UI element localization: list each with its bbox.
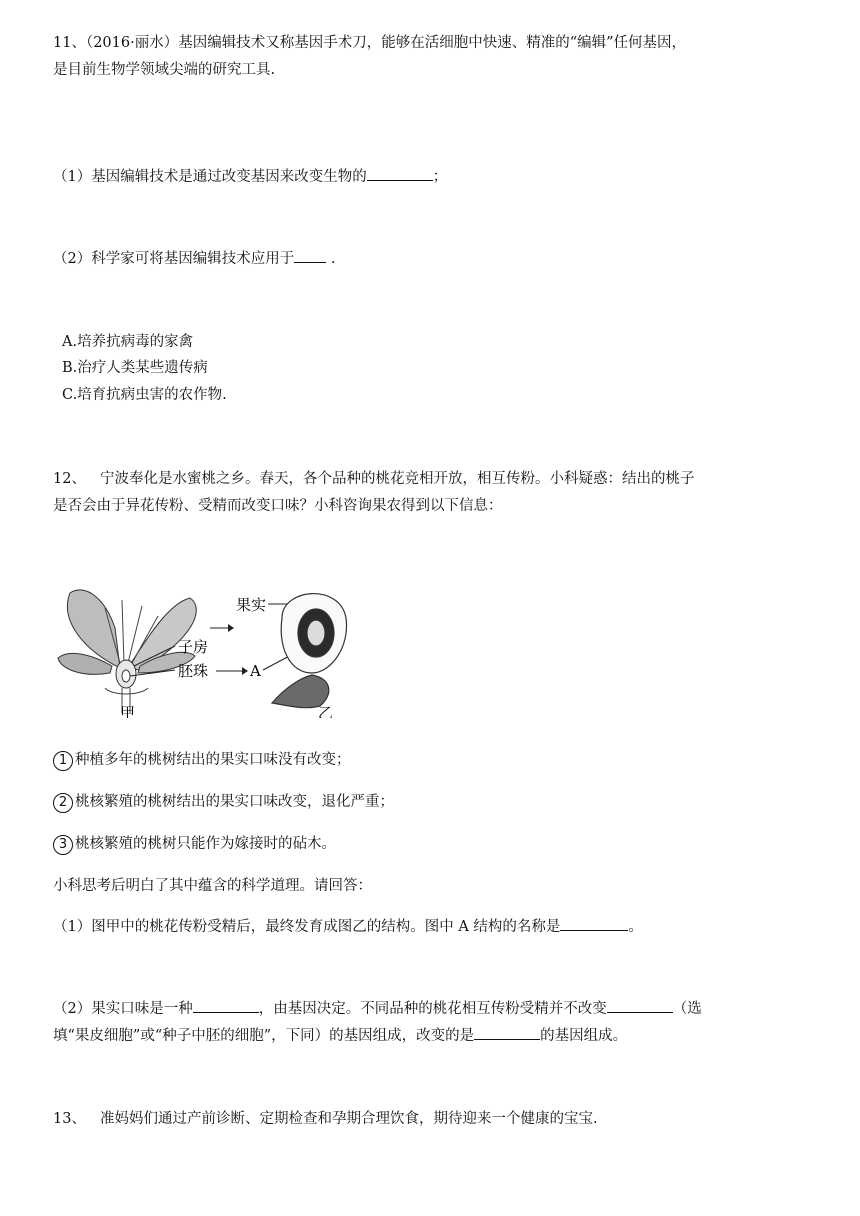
q11-option-b: B.治疗人类某些遗传病 — [62, 360, 208, 376]
q11-sub2-suffix: . — [326, 251, 336, 267]
q12-sub2-blank-3[interactable] — [474, 1025, 540, 1040]
q12-think: 小科思考后明白了其中蕴含的科学道理。请回答： — [53, 878, 372, 894]
circled-2: 2 — [53, 793, 73, 813]
q12-fact-1-text: 种植多年的桃树结出的果实口味没有改变； — [75, 752, 351, 768]
q12-fact-2-text: 桃核繁殖的桃树结出的果实口味改变，退化严重； — [75, 794, 394, 810]
q11-sub2 — [53, 248, 335, 269]
q12-line2: 是否会由于异花传粉、受精而改变口味？小科咨询果农得到以下信息： — [53, 498, 503, 514]
q12-sub2-blank-2[interactable] — [607, 998, 673, 1013]
q11-sub2-prefix: （2）科学家可将基因编辑技术应用于 — [53, 251, 295, 267]
q12-sub1-suffix: 。 — [628, 919, 643, 935]
q12-fact-2 — [53, 792, 394, 813]
circled-3: 3 — [53, 835, 73, 855]
caption-jia: 甲 — [120, 704, 136, 718]
q11-sub1-prefix: （1）基因编辑技术是通过改变基因来改变生物的 — [53, 169, 367, 185]
q12-fact-3 — [53, 834, 336, 855]
q11-line1 — [53, 33, 686, 53]
q13-text: 准妈妈们通过产前诊断、定期检查和孕期合理饮食，期待迎来一个健康的宝宝. — [99, 1111, 598, 1127]
q12-sub2-blank-1[interactable] — [193, 998, 259, 1013]
q11-source: （2016·丽水） — [85, 35, 179, 51]
q12-line1 — [53, 469, 694, 489]
q11-text-1: 基因编辑技术又称基因手术刀，能够在活细胞中快速、精准的“编辑”任何基因， — [178, 35, 687, 51]
q12-fact-3-text: 桃核繁殖的桃树只能作为嫁接时的砧木。 — [75, 836, 336, 852]
q12-sub1-prefix: （1）图甲中的桃花传粉受精后，最终发育成图乙的结构。图中 A 结构的名称是 — [53, 919, 561, 935]
q12-sub1 — [53, 916, 643, 937]
q12-sub2-c: （选 — [672, 1001, 702, 1017]
fruit-drawing — [272, 594, 347, 708]
q11-option-a: A.培养抗病毒的家禽 — [62, 334, 194, 350]
label-ovule: 胚珠 — [178, 662, 209, 680]
q11-option-c: C.培育抗病虫害的农作物. — [62, 387, 227, 403]
q12-sub2-line2 — [53, 1025, 627, 1046]
label-a: A — [250, 662, 261, 680]
q13-line — [53, 1109, 598, 1129]
q12-sub2-line1 — [53, 998, 702, 1019]
q12-sub2-line2-a: 填“果皮细胞”或“种子中胚的细胞”，下同）的基因组成，改变的是 — [53, 1028, 475, 1044]
q12-sub2-b: ，由基因决定。不同品种的桃花相互传粉受精并不改变 — [258, 1001, 607, 1017]
q13-number: 13、 — [53, 1111, 86, 1127]
q12-text-1: 宁波奉化是水蜜桃之乡。春天，各个品种的桃花竞相开放，相互传粉。小科疑惑：结出的桃子 — [99, 471, 695, 487]
q11-sub2-blank[interactable] — [294, 248, 326, 263]
q12-number: 12、 — [53, 471, 86, 487]
peach-flower-fruit-figure — [50, 578, 350, 718]
label-ovary: 子房 — [178, 638, 209, 656]
q12-sub2-a: （2）果实口味是一种 — [53, 1001, 193, 1017]
q11-sub1-suffix: ； — [432, 169, 448, 185]
q11-sub1 — [53, 166, 447, 187]
circled-1: 1 — [53, 751, 73, 771]
caption-yi: 乙 — [318, 704, 334, 718]
q12-sub1-blank[interactable] — [560, 916, 628, 931]
q11-line2: 是目前生物学领域尖端的研究工具. — [53, 62, 276, 78]
flower-drawing — [58, 590, 196, 713]
label-fruit: 果实 — [236, 596, 267, 614]
q11-number: 11、 — [53, 35, 86, 51]
figure-svg — [50, 578, 350, 718]
q11-sub1-blank[interactable] — [367, 166, 433, 181]
q12-fact-1 — [53, 750, 351, 771]
q12-sub2-line2-b: 的基因组成。 — [540, 1028, 628, 1044]
